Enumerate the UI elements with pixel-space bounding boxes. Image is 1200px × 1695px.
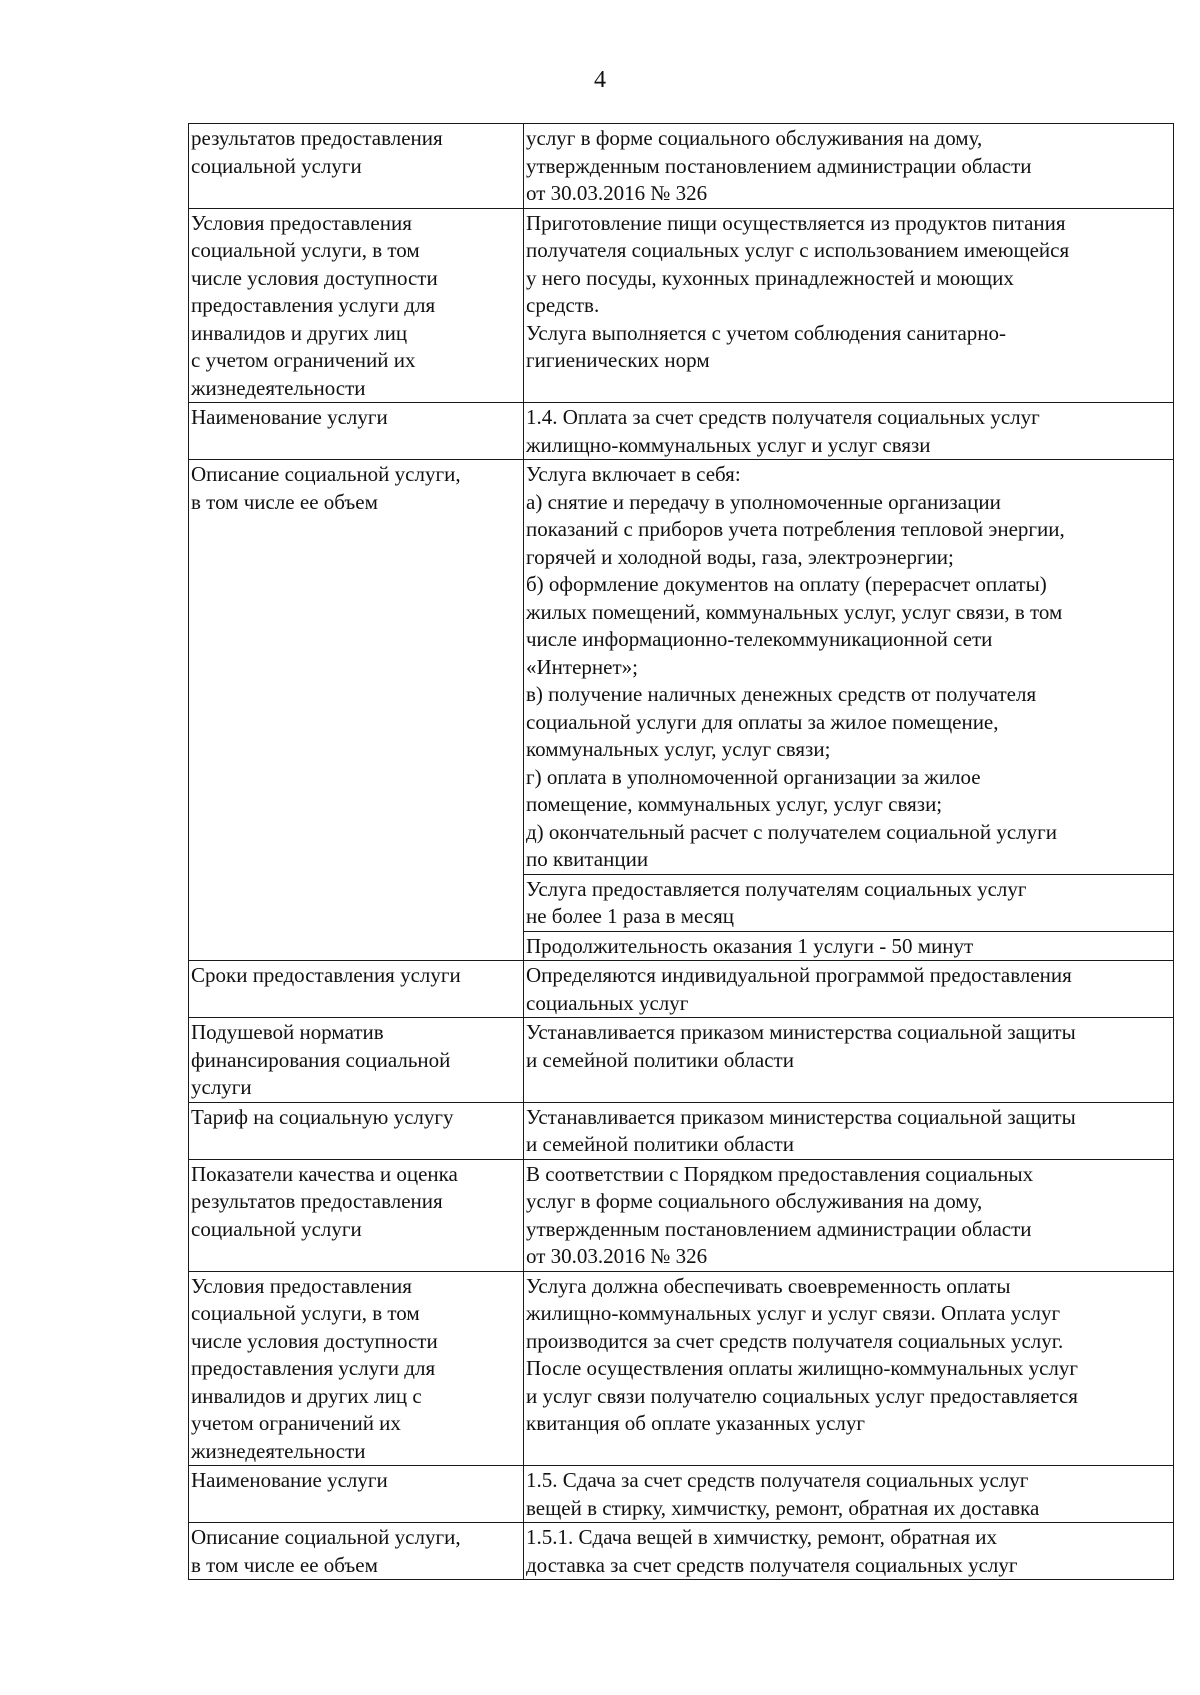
cell-line: результатов предоставления xyxy=(191,1189,443,1213)
cell-line: социальных услуг xyxy=(526,990,689,1015)
cell-line: у него посуды, кухонных принадлежностей и моющих xyxy=(526,265,1014,290)
cell-line: «Интернет»; xyxy=(526,654,638,679)
cell-line: услуг в форме социального обслуживания на дому, xyxy=(526,1189,983,1213)
cell-line: Услуга предоставляется получателям социальных услуг xyxy=(526,876,1027,901)
row-value-cell xyxy=(524,1018,1174,1103)
cell-line: производится за счет средств получателя социальных услуг. xyxy=(526,1328,1064,1353)
cell-line: Сроки предоставления услуги xyxy=(191,963,461,987)
cell-line: Приготовление пищи осуществляется из продуктов питания xyxy=(526,210,1066,235)
row-value-cell xyxy=(524,1523,1174,1580)
row-label-cell xyxy=(189,403,524,460)
cell-line: После осуществления оплаты жилищно-коммунальных услуг xyxy=(526,1356,1078,1380)
cell-line: услуги xyxy=(191,1075,252,1099)
cell-line: Показатели качества и оценка xyxy=(191,1161,458,1186)
cell-line: помещение, коммунальных услуг, услуг связи; xyxy=(526,792,943,816)
cell-line: и семейной политики области xyxy=(526,1132,794,1156)
cell-line: утвержденным постановлением администрации области xyxy=(526,153,1032,178)
row-value-cell xyxy=(524,1159,1174,1271)
row-label-cell xyxy=(189,1018,524,1103)
cell-line: средств. xyxy=(526,293,600,317)
cell-line: результатов предоставления xyxy=(191,126,443,150)
cell-line: не более 1 раза в месяц xyxy=(526,904,735,928)
row-label-cell xyxy=(189,1466,524,1523)
cell-line: д) окончательный расчет с получателем социальной услуги xyxy=(526,819,1057,844)
cell-line: квитанция об оплате указанных услуг xyxy=(526,1411,865,1435)
cell-line: в) получение наличных денежных средств от получателя xyxy=(526,682,1037,706)
row-value-cell xyxy=(524,460,1174,875)
cell-line: и услуг связи получателю социальных услуг предоставляется xyxy=(526,1383,1078,1408)
cell-line: утвержденным постановлением администрации области xyxy=(526,1216,1032,1241)
table-row xyxy=(189,460,1174,875)
cell-line: от 30.03.2016 № 326 xyxy=(526,1244,708,1268)
row-value-cell xyxy=(524,931,1174,961)
row-value-cell xyxy=(524,874,1174,931)
cell-line: числе условия доступности xyxy=(191,1328,438,1353)
cell-line: Условия предоставления xyxy=(191,1273,412,1298)
row-value-cell xyxy=(524,1102,1174,1159)
services-table xyxy=(188,123,1174,1580)
cell-line: Условия предоставления xyxy=(191,210,412,235)
cell-line: социальной услуги xyxy=(191,1216,362,1241)
cell-line: и семейной политики области xyxy=(526,1047,794,1072)
cell-line: коммунальных услуг, услуг связи; xyxy=(526,737,831,761)
page-number: 4 xyxy=(594,67,606,93)
cell-line: Услуга выполняется с учетом соблюдения санитарно- xyxy=(526,320,1007,345)
table-row xyxy=(189,208,1174,403)
cell-line: Описание социальной услуги, xyxy=(191,462,461,486)
cell-line: 1.4. Оплата за счет средств получателя социальных услуг xyxy=(526,405,1040,429)
cell-line: числе условия доступности xyxy=(191,265,438,290)
cell-line: социальной услуги, в том xyxy=(191,238,420,262)
cell-line: получателя социальных услуг с использованием имеющейся xyxy=(526,238,1070,262)
row-label-cell xyxy=(189,1523,524,1580)
table-row xyxy=(189,1018,1174,1103)
cell-line: социальной услуги, в том xyxy=(191,1301,420,1325)
cell-line: б) оформление документов на оплату (перерасчет оплаты) xyxy=(526,572,1047,596)
cell-line: от 30.03.2016 № 326 xyxy=(526,181,708,205)
cell-line: Устанавливается приказом министерства социальной защиты xyxy=(526,1104,1076,1129)
cell-line: по квитанции xyxy=(526,847,649,871)
cell-line: доставка за счет средств получателя социальных услуг xyxy=(526,1552,1018,1577)
table-row xyxy=(189,1523,1174,1580)
row-value-cell xyxy=(524,1466,1174,1523)
row-label-cell xyxy=(189,460,524,961)
table-row xyxy=(189,961,1174,1018)
cell-line: в том числе ее объем xyxy=(191,489,378,514)
cell-line: жилых помещений, коммунальных услуг, услуг связи, в том xyxy=(526,599,1063,624)
cell-line: Определяются индивидуальной программой предоставления xyxy=(526,963,1072,987)
cell-line: числе информационно-телекоммуникационной сети xyxy=(526,627,993,651)
cell-line: Подушевой норматив xyxy=(191,1020,384,1044)
cell-line: предоставления услуги для xyxy=(191,293,436,317)
row-value-cell xyxy=(524,208,1174,403)
cell-line: 1.5.1. Сдача вещей в химчистку, ремонт, обратная их xyxy=(526,1525,997,1549)
cell-line: Устанавливается приказом министерства социальной защиты xyxy=(526,1020,1076,1044)
cell-line: вещей в стирку, химчистку, ремонт, обратная их доставка xyxy=(526,1495,1040,1520)
table-row xyxy=(189,1271,1174,1466)
cell-line: Тариф на социальную услугу xyxy=(191,1104,454,1129)
row-value-cell xyxy=(524,961,1174,1018)
row-label-cell xyxy=(189,961,524,1018)
row-label-cell xyxy=(189,208,524,403)
table-row xyxy=(189,403,1174,460)
cell-line: Услуга должна обеспечивать своевременность оплаты xyxy=(526,1273,1011,1298)
cell-line: Наименование услуги xyxy=(191,1468,388,1492)
cell-line: инвалидов и других лиц с xyxy=(191,1383,422,1408)
cell-line: гигиенических норм xyxy=(526,348,710,372)
cell-line: В соответствии с Порядком предоставления социальных xyxy=(526,1161,1034,1186)
cell-line: 1.5. Сдача за счет средств получателя социальных услуг xyxy=(526,1468,1029,1492)
cell-line: горячей и холодной воды, газа, электроэнергии; xyxy=(526,544,954,569)
row-label-cell xyxy=(189,1271,524,1466)
row-value-cell xyxy=(524,403,1174,460)
table-row xyxy=(189,124,1174,209)
cell-line: Наименование услуги xyxy=(191,405,388,429)
cell-line: учетом ограничений их xyxy=(191,1411,401,1435)
cell-line: социальной услуги xyxy=(191,153,362,178)
cell-line: Описание социальной услуги, xyxy=(191,1525,461,1549)
cell-line: показаний с приборов учета потребления тепловой энергии, xyxy=(526,517,1065,541)
row-label-cell xyxy=(189,1159,524,1271)
table-row xyxy=(189,1466,1174,1523)
table-row xyxy=(189,1159,1174,1271)
cell-line: Услуга включает в себя: xyxy=(526,462,741,486)
row-value-cell xyxy=(524,1271,1174,1466)
cell-line: в том числе ее объем xyxy=(191,1552,378,1577)
cell-line: финансирования социальной xyxy=(191,1047,451,1072)
row-label-cell xyxy=(189,124,524,209)
cell-line: инвалидов и других лиц xyxy=(191,320,408,345)
cell-line: социальной услуги для оплаты за жилое помещение, xyxy=(526,709,999,734)
row-label-cell xyxy=(189,1102,524,1159)
cell-line: с учетом ограничений их xyxy=(191,348,416,372)
cell-line: жизнедеятельности xyxy=(191,375,366,400)
cell-line: Продолжительность оказания 1 услуги - 50 минут xyxy=(526,933,974,958)
cell-line: а) снятие и передачу в уполномоченные организации xyxy=(526,489,1001,514)
cell-line: услуг в форме социального обслуживания на дому, xyxy=(526,126,983,150)
cell-line: жилищно-коммунальных услуг и услуг связи xyxy=(526,432,931,457)
cell-line: жизнедеятельности xyxy=(191,1438,366,1463)
cell-line: предоставления услуги для xyxy=(191,1356,436,1380)
cell-line: г) оплата в уполномоченной организации за жилое xyxy=(526,764,981,789)
table-row xyxy=(189,1102,1174,1159)
row-value-cell xyxy=(524,124,1174,209)
cell-line: жилищно-коммунальных услуг и услуг связи. Оплата услуг xyxy=(526,1301,1061,1325)
